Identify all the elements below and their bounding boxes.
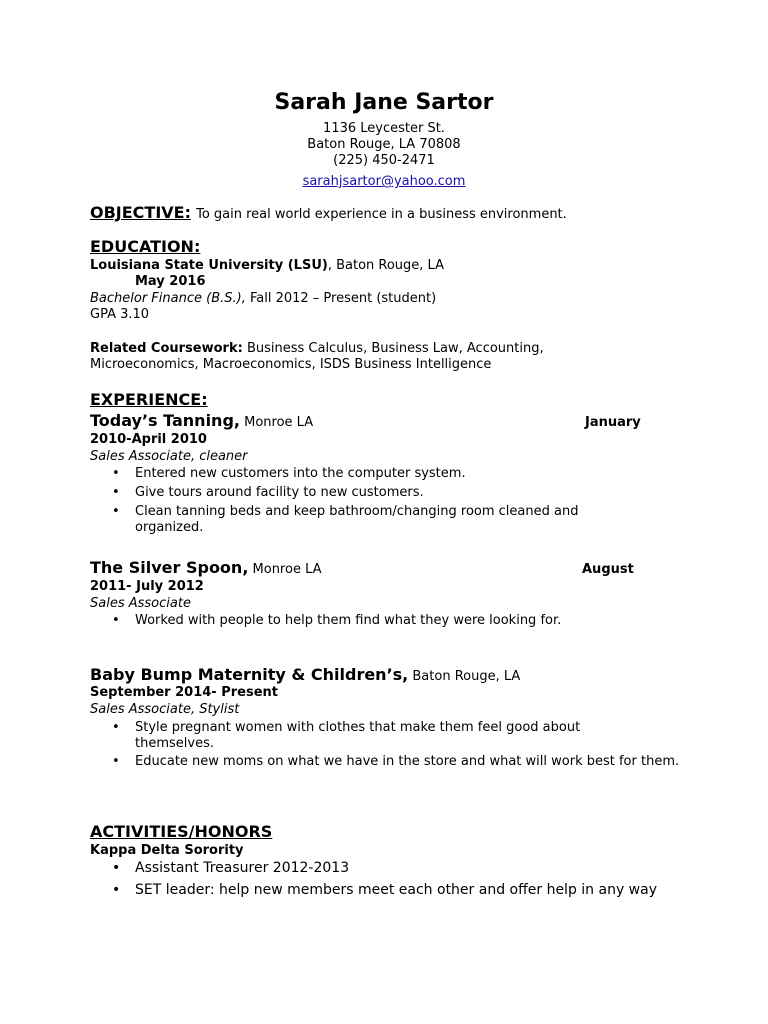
phone-number: (225) 450-2471: [333, 153, 435, 168]
bullet-icon: •: [112, 882, 121, 898]
job-1-bullet-1: Entered new customers into the computer system.: [135, 466, 466, 481]
activity-bullet-2: SET leader: help new members meet each other and offer help in any way: [135, 882, 657, 898]
school-row: [90, 258, 444, 273]
bullet-icon: •: [112, 504, 120, 519]
objective-heading: OBJECTIVE:: [90, 203, 191, 222]
job-1-location: Monroe LA: [239, 415, 314, 430]
job-3-title: Sales Associate, Stylist: [90, 702, 240, 717]
job-2-title: Sales Associate: [90, 596, 191, 611]
bullet-icon: •: [112, 754, 120, 769]
email-link[interactable]: sarahjsartor@yahoo.com: [302, 174, 466, 189]
graduation-date: May 2016: [135, 274, 206, 289]
objective-text: To gain real world experience in a business environment.: [196, 207, 567, 222]
job-3-company: Baby Bump Maternity & Children’s,: [90, 665, 409, 684]
bullet-icon: •: [112, 860, 121, 876]
job-2-company: The Silver Spoon,: [90, 558, 249, 577]
job-2-date-start: August: [582, 562, 634, 577]
activities-org: Kappa Delta Sorority: [90, 843, 244, 858]
education-heading: EDUCATION:: [90, 237, 201, 256]
bullet-icon: •: [112, 720, 120, 735]
applicant-name: Sarah Jane Sartor: [274, 90, 494, 115]
coursework-label: Related Coursework:: [90, 341, 243, 356]
coursework-row: [90, 341, 544, 356]
address-line-1: 1136 Leycester St.: [323, 121, 445, 136]
job-1-date-rest: 2010-April 2010: [90, 432, 207, 447]
bullet-icon: •: [112, 613, 120, 628]
job-1-header: [90, 411, 313, 430]
email-row: [0, 170, 768, 189]
job-1-title: Sales Associate, cleaner: [90, 449, 248, 464]
job-3-bullet-2: Educate new moms on what we have in the store and what will work best for them.: [135, 754, 680, 769]
job-1-company: Today’s Tanning,: [90, 411, 240, 430]
school-name: Louisiana State University (LSU): [90, 258, 328, 273]
job-2-location: Monroe LA: [248, 562, 322, 577]
job-2-header: [90, 558, 322, 577]
job-1-bullet-2: Give tours around facility to new customers.: [135, 485, 424, 500]
coursework-line-1: Business Calculus, Business Law, Accounting,: [242, 341, 544, 356]
address-line-2: Baton Rouge, LA 70808: [307, 137, 461, 152]
bullet-icon: •: [112, 485, 120, 500]
activity-bullet-1: Assistant Treasurer 2012-2013: [135, 860, 350, 876]
school-location: , Baton Rouge, LA: [327, 258, 444, 273]
coursework-line-2: Microeconomics, Macroeconomics, ISDS Business Intelligence: [90, 357, 492, 372]
objective-row: [90, 203, 567, 222]
job-3-header: [90, 665, 520, 684]
job-3-bullet-1: Style pregnant women with clothes that make them feel good about themselves.: [135, 720, 581, 751]
gpa: GPA 3.10: [90, 307, 150, 322]
job-2-bullet-1: Worked with people to help them find what they were looking for.: [135, 613, 562, 628]
bullet-icon: •: [112, 466, 120, 481]
degree-name: Bachelor Finance (B.S.),: [90, 291, 246, 306]
job-3-date-rest: September 2014- Present: [90, 685, 279, 700]
degree-dates: Fall 2012 – Present (student): [245, 291, 437, 306]
job-1-date-start: January: [585, 415, 641, 430]
job-3-location: Baton Rouge, LA: [408, 669, 521, 684]
experience-heading: EXPERIENCE:: [90, 390, 208, 409]
degree-row: [90, 291, 436, 306]
job-2-date-rest: 2011- July 2012: [90, 579, 204, 594]
job-1-bullet-3: Clean tanning beds and keep bathroom/changing room cleaned and organized.: [135, 504, 579, 535]
activities-heading: ACTIVITIES/HONORS: [90, 822, 273, 841]
